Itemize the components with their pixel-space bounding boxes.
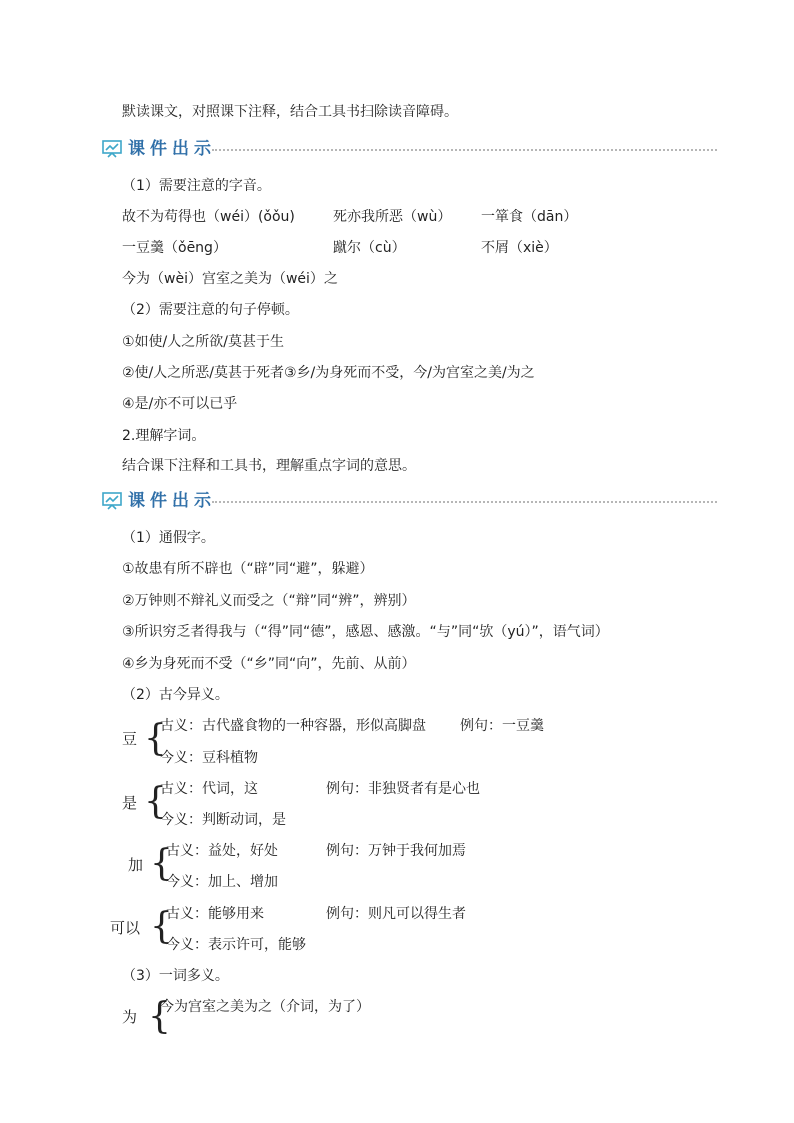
term-word: 加: [128, 856, 144, 874]
gujin-heading: （2）古今异义。: [122, 687, 229, 703]
term-modern: 今义：判断动词，是: [160, 812, 286, 828]
term-word: 豆: [122, 730, 138, 748]
pron-row1-item3: 一箪食（dān）: [481, 209, 578, 225]
poly-word: 为: [122, 1008, 138, 1026]
term-ancient: 古义：古代盛食物的一种容器，形似高脚盘: [160, 718, 426, 734]
term-word: 可以: [110, 919, 141, 937]
courseware-header-2: [102, 490, 717, 512]
step2-title: 2.理解字词。: [122, 428, 206, 444]
poly-meaning-1: 今为宫室之美为之（介词，为了）: [160, 999, 370, 1015]
chart-board-icon: [102, 140, 122, 158]
term-example: 例句：则凡可以得生者: [326, 906, 466, 922]
term-modern: 今义：豆科植物: [160, 750, 258, 766]
term-ancient: 古义：能够用来: [166, 906, 264, 922]
tongjia-item-2: ②万钟则不辩礼义而受之（“辩”同“辨”，辨别）: [122, 593, 416, 609]
pause-line-2: ②使/人之所恶/莫甚于死者③乡/为身死而不受，今/为宫室之美/为之: [122, 365, 535, 381]
brace-icon: {: [150, 843, 173, 884]
term-word: 是: [122, 794, 138, 812]
term-ancient: 古义：代词，这: [160, 781, 258, 797]
brace-icon: {: [148, 996, 171, 1037]
brace-icon: {: [150, 906, 173, 947]
header-divider: [212, 501, 717, 503]
pause-line-3: ④是/亦不可以已乎: [122, 396, 238, 412]
pron-row1-item1: 故不为苟得也（wéi）(ǒǒu): [122, 209, 295, 225]
tongjia-item-1: ①故患有所不辟也（“辟”同“避”，躲避）: [122, 561, 374, 577]
step2-desc: 结合课下注释和工具书，理解重点字词的意思。: [122, 458, 416, 474]
polysemy-heading: （3）一词多义。: [122, 968, 229, 984]
term-example: 例句：非独贤者有是心也: [326, 781, 480, 797]
intro-text: 默读课文，对照课下注释，结合工具书扫除读音障碍。: [122, 104, 458, 120]
chart-board-icon: [102, 492, 122, 510]
brace-icon: {: [144, 781, 167, 822]
tongjia-item-4: ④乡为身死而不受（“乡”同“向”，先前、从前）: [122, 656, 416, 672]
tongjia-item-3: ③所识穷乏者得我与（“得”同“德”，感恩、感激。“与”同“欤（yú）”，语气词）: [122, 624, 609, 640]
brace-icon: {: [144, 718, 167, 759]
term-ancient: 古义：益处，好处: [166, 843, 278, 859]
pron-row2-item3: 不屑（xiè）: [481, 240, 558, 256]
pause-heading: （2）需要注意的句子停顿。: [122, 302, 299, 318]
tongjia-heading: （1）通假字。: [122, 530, 215, 546]
term-example: 例句：一豆羹: [460, 718, 544, 734]
term-example: 例句：万钟于我何加焉: [326, 843, 466, 859]
courseware-header-1: [102, 138, 717, 160]
pause-line-1: ①如使/人之所欲/莫甚于生: [122, 334, 284, 350]
pron-row2-item1: 一豆羹（ǒēng）: [122, 240, 227, 256]
pron-heading: （1）需要注意的字音。: [122, 178, 271, 194]
header-divider: [212, 149, 717, 151]
header-title: 课件出示: [128, 491, 216, 511]
term-modern: 今义：表示许可，能够: [166, 937, 306, 953]
pron-row2-item2: 蹴尔（cù）: [333, 240, 406, 256]
term-modern: 今义：加上、增加: [166, 874, 278, 890]
pron-row3: 今为（wèi）宫室之美为（wéi）之: [122, 271, 338, 287]
pron-row1-item2: 死亦我所恶（wù）: [333, 209, 452, 225]
header-title: 课件出示: [128, 139, 216, 159]
